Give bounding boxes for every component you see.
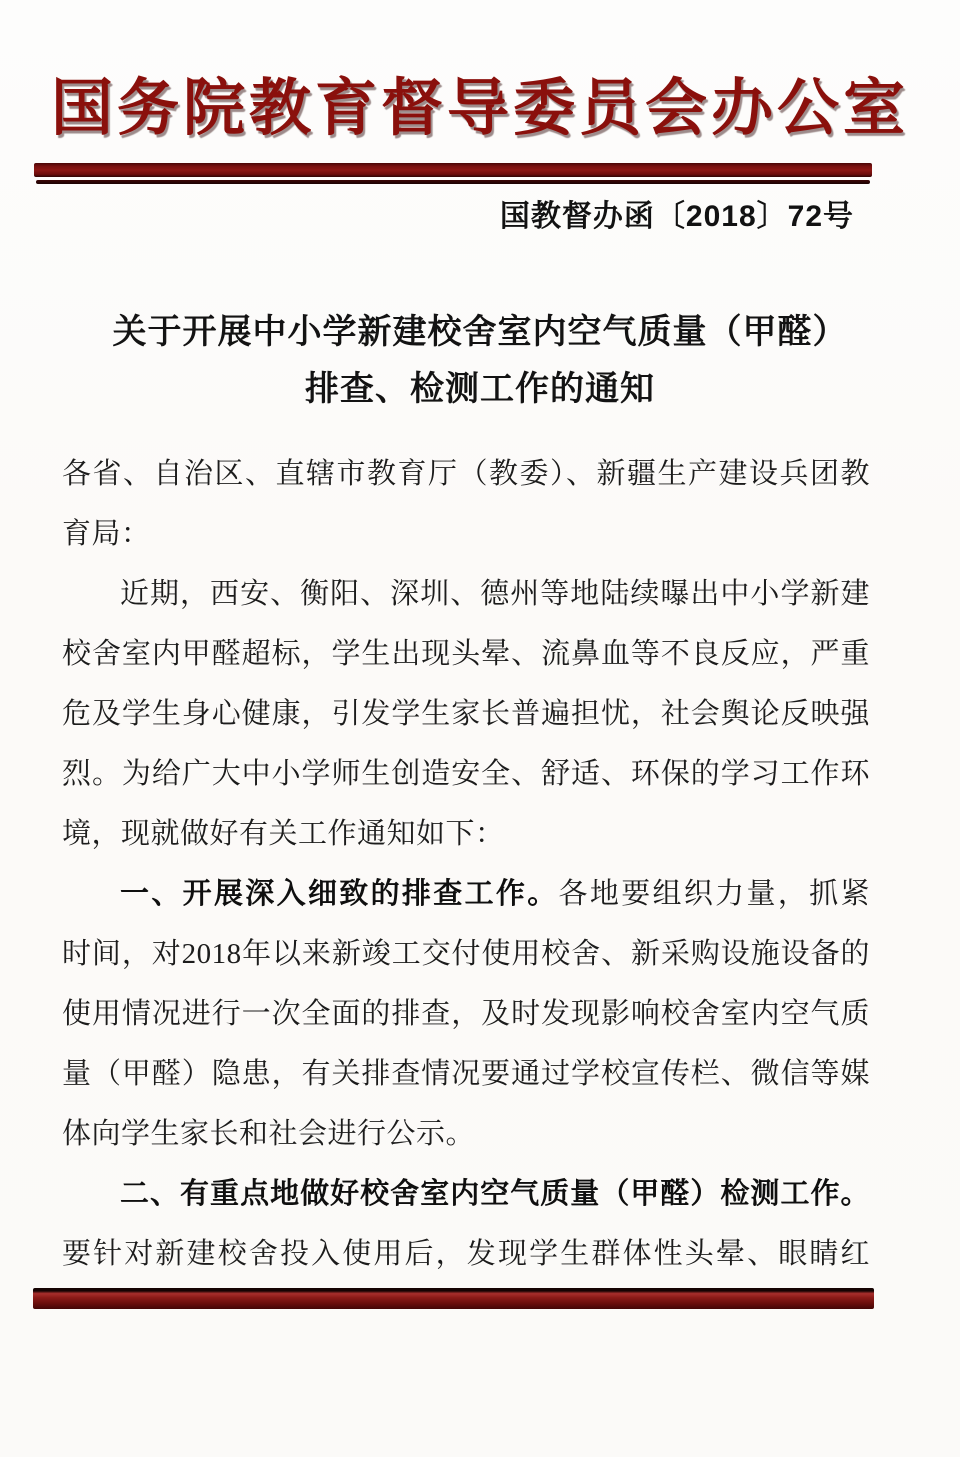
body-line: [62, 1104, 870, 1164]
body-line: [62, 504, 870, 564]
body-line: [62, 804, 870, 864]
section-heading-text: 一、开展深入细致的排查工作。: [120, 878, 559, 910]
body-text-segment: 校舍室内甲醛超标，学生出现头晕、流鼻血等不良反应，严重: [62, 638, 870, 670]
body-text-segment: 烈。为给广大中小学师生创造安全、舒适、环保的学习工作环: [62, 758, 870, 790]
body-text-segment: 体向学生家长和社会进行公示。: [62, 1118, 476, 1150]
body-line: [62, 984, 870, 1044]
document-number: 国教督办函〔2018〕72号: [499, 200, 854, 233]
body-text-segment: 使用情况进行一次全面的排查，及时发现影响校舍室内空气质: [62, 998, 870, 1030]
body-text-segment: 各省、自治区、直辖市教育厅（教委）、新疆生产建设兵团教: [62, 458, 870, 490]
red-separator-line: [34, 163, 872, 177]
body-line: [62, 924, 870, 984]
document-body: [62, 444, 870, 1284]
body-text-segment: 育局：: [62, 518, 151, 550]
body-text-segment: 危及学生身心健康，引发学生家长普遍担忧，社会舆论反映强: [62, 698, 870, 730]
body-line: [62, 624, 870, 684]
section-heading-text: 二、有重点地做好校舍室内空气质量（甲醛）检测工作。: [120, 1178, 870, 1210]
body-line: [62, 864, 870, 924]
body-text-segment: 近期，西安、衡阳、深圳、德州等地陆续曝出中小学新建: [120, 578, 870, 610]
document-title: [0, 304, 960, 418]
body-line: [62, 564, 870, 624]
red-separator-thin-line: [36, 180, 870, 184]
document-title-line1: 关于开展中小学新建校舍室内空气质量（甲醛）: [112, 314, 848, 351]
body-line: [62, 1224, 870, 1284]
body-text-segment: 各地要组织力量，抓紧: [558, 878, 870, 910]
body-line: [62, 1044, 870, 1104]
body-text-segment: 时间，对2018年以来新竣工交付使用校舍、新采购设施设备的: [62, 938, 870, 970]
agency-name: 国务院教育督导委员会办公室: [50, 74, 909, 143]
body-line: [62, 1164, 870, 1224]
body-line: [62, 684, 870, 744]
body-line: [62, 444, 870, 504]
body-text-segment: 境，现就做好有关工作通知如下：: [62, 818, 505, 850]
body-text-segment: 要针对新建校舍投入使用后，发现学生群体性头晕、眼睛红: [62, 1238, 870, 1270]
document-title-line2: 排查、检测工作的通知: [305, 371, 655, 408]
body-line: [62, 744, 870, 804]
body-text-segment: 量（甲醛）隐患，有关排查情况要通过学校宣传栏、微信等媒: [62, 1058, 870, 1090]
red-footer-line: [33, 1288, 874, 1309]
